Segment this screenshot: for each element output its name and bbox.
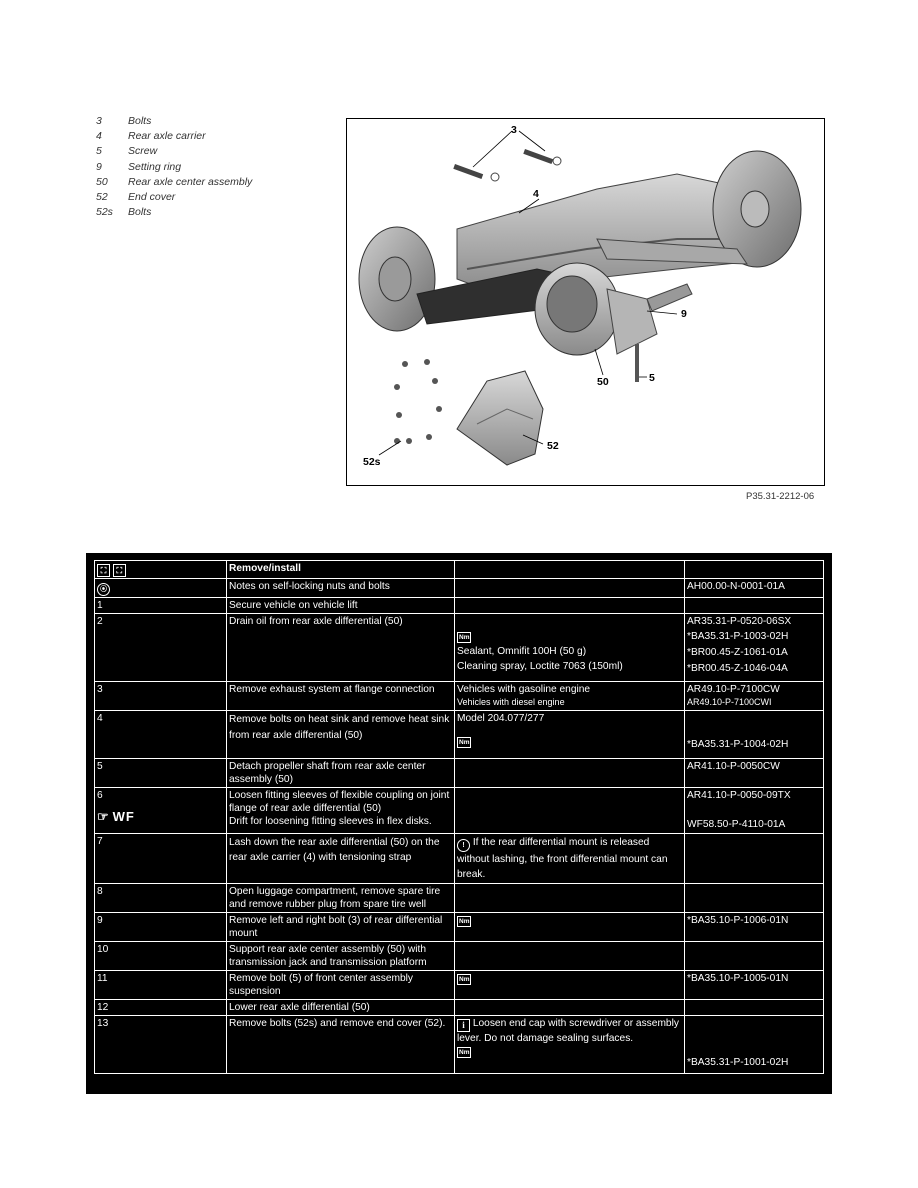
legend-item: 4 Rear axle carrier	[96, 130, 206, 143]
callout-9: 9	[681, 308, 687, 320]
header-title: Remove/install	[227, 561, 455, 579]
callout-52: 52	[547, 440, 559, 452]
torque-nm-icon: Nm	[459, 976, 470, 983]
table-row: 1 Secure vehicle on vehicle lift	[95, 598, 824, 614]
legend-item: 5 Screw	[96, 145, 158, 158]
pointing-hand-icon: ☞	[97, 809, 110, 824]
table-row: 11 Remove bolt (5) of front center assembly suspension Nm *BA35.10-P-1005-01N	[95, 971, 824, 1000]
table-row: 7 Lash down the rear axle differential (50) on the rear axle carrier (4) with tensioning strap ! If the rear differential mount is released without lashing, the front differential mount can break.	[95, 834, 824, 884]
lock-nut-icon: ⦿	[97, 583, 110, 596]
workshop-tool-reference: ☞ WF	[97, 809, 135, 824]
torque-nm-icon: Nm	[459, 634, 470, 641]
table-row: 8 Open luggage compartment, remove spare tire and remove rubber plug from spare tire well	[95, 884, 824, 913]
info-icon: i	[457, 1019, 470, 1032]
legend-item: 9 Setting ring	[96, 160, 182, 173]
table-row: 13 Remove bolts (52s) and remove end cover (52). i Loosen end cap with screwdriver or assembly lever. Do not damage sealing surfaces. Nm *BA35.31-P-1001-02H	[95, 1016, 824, 1074]
table-row: 9 Remove left and right bolt (3) of rear differential mount Nm *BA35.10-P-1006-01N	[95, 913, 824, 942]
callout-50: 50	[597, 376, 609, 388]
legend-item: 50 Rear axle center assembly	[96, 175, 253, 188]
callout-52s: 52s	[363, 456, 381, 468]
warning-circle-icon: !	[457, 839, 470, 852]
table-header-row	[95, 561, 824, 579]
table-row: 3 Remove exhaust system at flange connection Vehicles with gasoline engine Vehicles with diesel engine AR49.10-P-7100CW AR49.10-P-7100CWI	[95, 682, 824, 711]
callout-4: 4	[533, 188, 539, 200]
table-row: 4 Remove bolts on heat sink and remove heat sink from rear axle differential (50) Model 204.077/277 Nm *BA35.31-P-1004-02H	[95, 711, 824, 759]
table-row: 2 Drain oil from rear axle differential (50) Nm Sealant, Omnifit 100H (50 g) Cleaning spray, Loctite 7063 (150ml) AR35.31-P-0520-06SX *BA35.31-P-1003-02H *BR00.45-Z-1061-01A *BR00.45-Z-1046-04A	[95, 614, 824, 682]
table-row: 10 Support rear axle center assembly (50) with transmission jack and transmission platform	[95, 942, 824, 971]
legend-item: 52s Bolts	[96, 206, 152, 219]
figure-reference: P35.31-2212-06	[746, 491, 815, 502]
table-row: 5 Detach propeller shaft from rear axle center assembly (50) AR41.10-P-0050CW	[95, 759, 824, 788]
parts-legend	[96, 114, 252, 220]
callout-3: 3	[511, 124, 517, 136]
callout-5: 5	[649, 372, 655, 384]
rear-axle-illustration	[346, 118, 825, 486]
torque-nm-icon: Nm	[459, 918, 470, 925]
table-row: ⦿ Notes on self-locking nuts and bolts AH00.00-N-0001-01A	[95, 579, 824, 598]
rear-axle-drawing	[347, 119, 824, 485]
table-row: 12 Lower rear axle differential (50)	[95, 1000, 824, 1016]
table-row: 6 ☞ WF Loosen fitting sleeves of flexible coupling on joint flange of rear axle differential (50) Drift for loosening fitting sleeves in flex disks. AR41.10-P-0050-09TX WF58.50-P-4110-01A	[95, 788, 824, 834]
tools-icon: ⛶	[97, 564, 110, 577]
legend-item: 3 Bolts	[96, 115, 152, 127]
torque-nm-icon: Nm	[459, 1049, 470, 1056]
tools-icon: ⛶	[113, 564, 126, 577]
procedure-table	[86, 553, 832, 1094]
torque-nm-icon: Nm	[459, 739, 470, 746]
legend-item: 52 End cover	[96, 191, 176, 204]
